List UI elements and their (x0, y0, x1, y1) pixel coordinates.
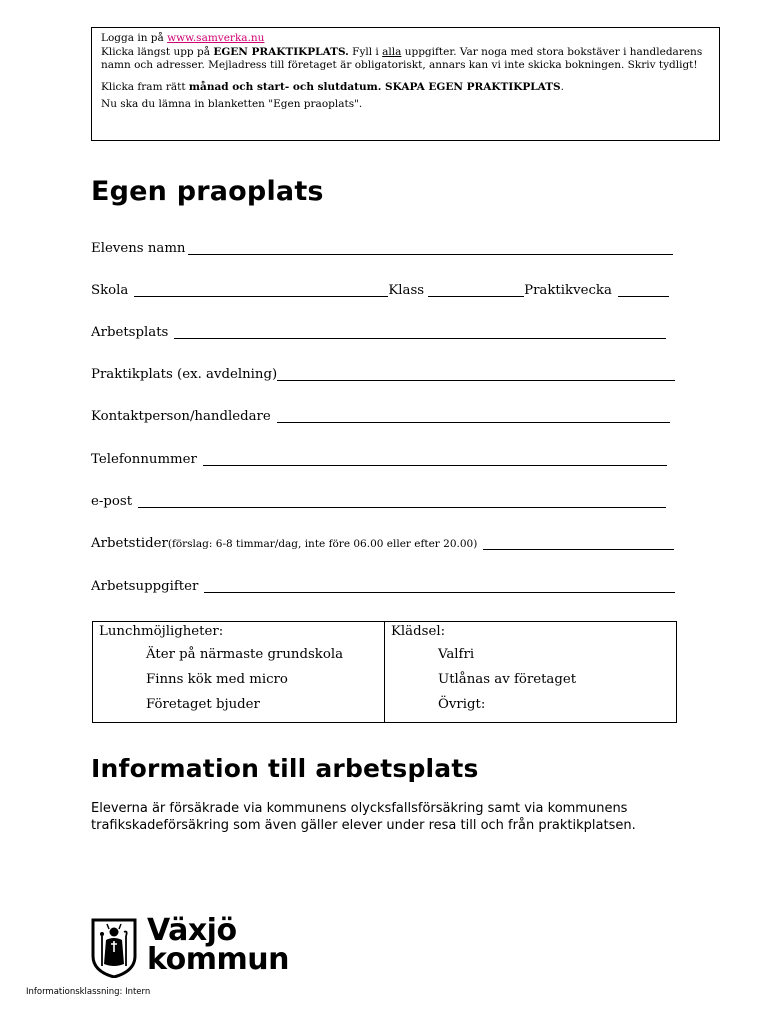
samverka-link[interactable]: www.samverka.nu (167, 32, 265, 44)
field-email (91, 494, 666, 510)
week-input[interactable] (618, 295, 669, 297)
info-title: Information till arbetsplats (91, 754, 479, 783)
field-student-name (91, 241, 673, 257)
lunch-column (93, 622, 384, 722)
field-school-row (91, 283, 669, 299)
instr-bold: månad och start- och slutdatum. SKAPA EGEN PRAKTIKPLATS (188, 80, 561, 93)
instr-text: Klicka längst upp på (101, 45, 214, 58)
info-body: Eleverna är försäkrade via kommunens olycksfallsförsäkring samt via kommunens trafikskadeförsäkring som även gäller elever under resa till och från praktikplatsen. (91, 801, 636, 833)
student-name-input[interactable] (188, 253, 674, 255)
school-input[interactable] (134, 295, 388, 297)
lunch-option-label: Finns kök med micro (146, 672, 288, 687)
lunch-option-label: Äter på närmaste grundskola (146, 647, 344, 662)
hours-hint: (förslag: 6-8 timmar/dag, inte före 06.00 eller efter 20.00) (167, 538, 478, 550)
logo-line2: kommun (147, 942, 289, 977)
email-input[interactable] (138, 506, 666, 508)
class-label: Klass (388, 283, 425, 298)
logo-wordmark (147, 913, 289, 977)
login-text: Logga in på (101, 32, 168, 44)
field-hours (91, 536, 674, 552)
placement-input[interactable] (277, 379, 675, 381)
vaxjo-logo (91, 913, 289, 980)
instr-line3: namn och adresser. Mejladress till företaget är obligatoriskt, annars kan vi inte skicka bokningen. Skriv tydligt! (101, 59, 698, 71)
lunch-clothing-table (92, 621, 677, 723)
contact-input[interactable] (277, 421, 670, 423)
instr-text: Fyll i (348, 45, 383, 58)
lunch-heading: Lunchmöjligheter: (99, 624, 224, 639)
coat-of-arms-saint-icon (91, 918, 137, 978)
clothing-option[interactable] (414, 692, 670, 717)
instr-text: uppgifter. Var noga med stora bokstäver i handledarens (401, 45, 703, 58)
lunch-option[interactable] (122, 642, 378, 667)
phone-label: Telefonnummer (91, 452, 197, 467)
clothing-heading: Klädsel: (391, 624, 446, 639)
hours-input[interactable] (483, 548, 674, 550)
instr-text: Klicka fram rätt (101, 80, 189, 93)
class-input[interactable] (428, 295, 524, 297)
instr-bold: EGEN PRAKTIKPLATS. (213, 45, 349, 58)
placement-label: Praktikplats (ex. avdelning) (91, 367, 278, 382)
clothing-option-label: Utlånas av företaget (438, 672, 577, 687)
clothing-column (384, 622, 676, 722)
clothing-option[interactable] (414, 667, 670, 692)
instr-text: . (560, 80, 564, 93)
workplace-label: Arbetsplats (91, 325, 169, 340)
student-name-label: Elevens namn (91, 241, 186, 256)
field-workplace (91, 325, 666, 341)
tasks-input[interactable] (204, 591, 675, 593)
field-contact (91, 409, 670, 425)
classification-footer: Informationsklassning: Intern (26, 987, 151, 997)
email-label: e-post (91, 494, 133, 509)
clothing-option-label: Valfri (438, 647, 475, 662)
lunch-option[interactable] (122, 667, 378, 692)
contact-label: Kontaktperson/handledare (91, 409, 271, 424)
field-tasks (91, 579, 675, 595)
logo-line1: Växjö (147, 913, 237, 948)
week-label: Praktikvecka (524, 283, 612, 298)
instr-underline: alla (382, 45, 402, 58)
tasks-label: Arbetsuppgifter (91, 579, 199, 594)
instructions-box (91, 27, 720, 141)
workplace-input[interactable] (174, 337, 666, 339)
lunch-option[interactable] (122, 692, 378, 717)
clothing-option[interactable] (414, 642, 670, 667)
lunch-option-label: Företaget bjuder (146, 697, 260, 712)
phone-input[interactable] (203, 464, 667, 466)
field-placement (91, 367, 675, 383)
school-label: Skola (91, 283, 129, 298)
clothing-option-label: Övrigt: (438, 697, 486, 712)
field-phone (91, 452, 667, 468)
instr-line5: Nu ska du lämna in blanketten "Egen praoplats". (101, 98, 363, 110)
hours-label: Arbetstider (91, 536, 168, 551)
form-title: Egen praoplats (91, 176, 324, 207)
